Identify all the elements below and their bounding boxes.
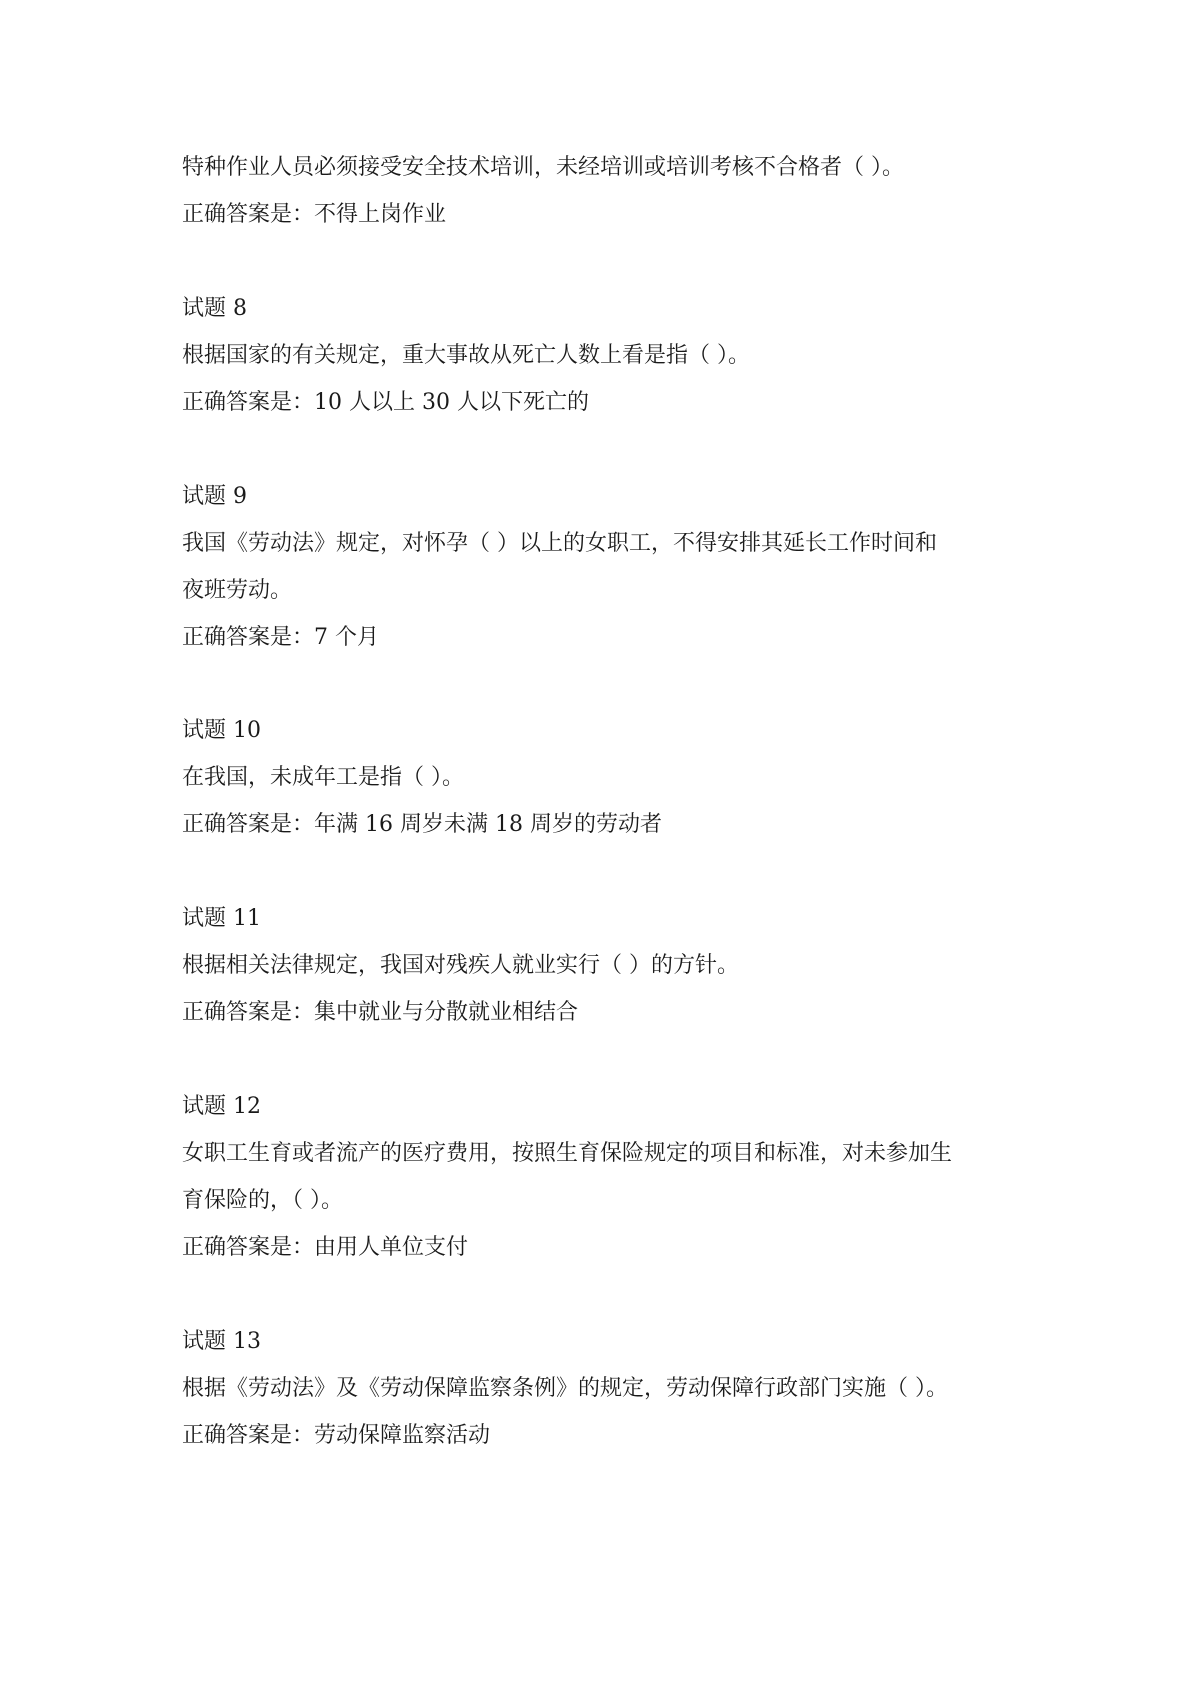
answer-text: 正确答案是：7 个月 bbox=[182, 625, 379, 650]
answer-text: 正确答案是：劳动保障监察活动 bbox=[182, 1423, 491, 1448]
answer-text: 正确答案是：10 人以上 30 人以下死亡的 bbox=[182, 390, 589, 415]
question-text: 根据国家的有关规定，重大事故从死亡人数上看是指（ ）。 bbox=[182, 343, 750, 368]
answer-text: 正确答案是：集中就业与分散就业相结合 bbox=[182, 1000, 579, 1025]
intro-question: 特种作业人员必须接受安全技术培训，未经培训或培训考核不合格者（ ）。 bbox=[182, 155, 904, 180]
intro-answer: 正确答案是：不得上岗作业 bbox=[182, 202, 447, 227]
question-text: 根据相关法律规定，我国对残疾人就业实行（ ）的方针。 bbox=[182, 953, 739, 978]
question-text: 育保险的，（ ）。 bbox=[182, 1188, 343, 1213]
question-label: 试题 13 bbox=[182, 1329, 261, 1354]
answer-text: 正确答案是：年满 16 周岁未满 18 周岁的劳动者 bbox=[182, 812, 662, 837]
answer-text: 正确答案是：由用人单位支付 bbox=[182, 1235, 469, 1260]
question-text: 我国《劳动法》规定，对怀孕（ ）以上的女职工，不得安排其延长工作时间和 bbox=[182, 531, 937, 556]
question-text: 夜班劳动。 bbox=[182, 578, 293, 603]
question-label: 试题 9 bbox=[182, 484, 247, 509]
question-text: 在我国，未成年工是指（ ）。 bbox=[182, 765, 464, 790]
question-label: 试题 12 bbox=[182, 1094, 261, 1119]
question-label: 试题 11 bbox=[182, 906, 261, 931]
question-label: 试题 10 bbox=[182, 718, 261, 743]
question-text: 根据《劳动法》及《劳动保障监察条例》的规定，劳动保障行政部门实施（ ）。 bbox=[182, 1376, 948, 1401]
question-label: 试题 8 bbox=[182, 296, 247, 321]
question-text: 女职工生育或者流产的医疗费用，按照生育保险规定的项目和标准，对未参加生 bbox=[182, 1141, 953, 1166]
